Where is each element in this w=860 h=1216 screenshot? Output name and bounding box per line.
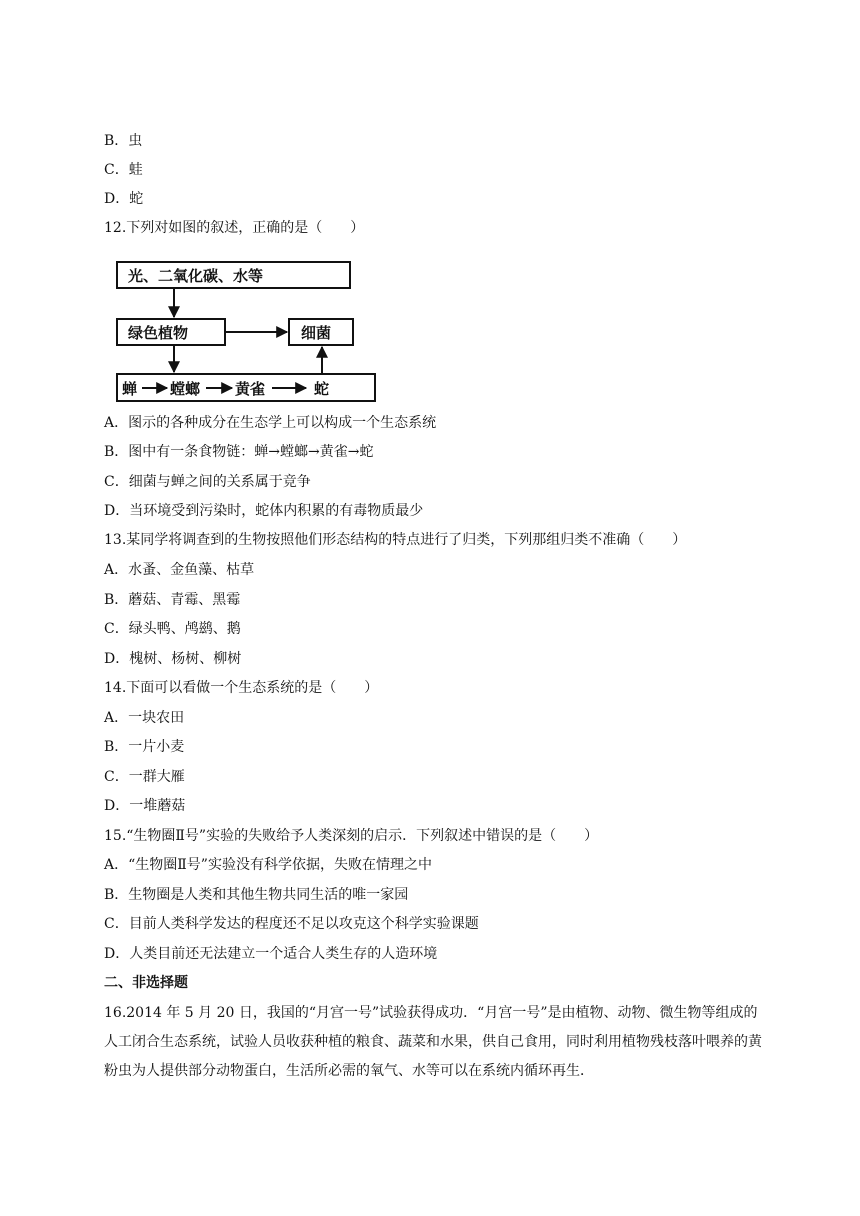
section-heading: 二、非选择题 <box>104 975 188 991</box>
question-15: 15.“生物圈Ⅱ号”实验的失败给予人类深刻的启示．下列叙述中错误的是（ ） <box>104 828 599 844</box>
question-12: 12.下列对如图的叙述，正确的是（ ） <box>104 220 365 236</box>
option-c-q15: C．目前人类科学发达的程度还不足以攻克这个科学实验课题 <box>104 916 479 932</box>
question-13: 13.某同学将调查到的生物按照他们形态结构的特点进行了归类，下列那组归类不准确（ ） <box>104 532 687 548</box>
option-a-q14: A．一块农田 <box>104 710 185 726</box>
ecosystem-diagram <box>112 258 382 406</box>
bacteria-label: 细菌 <box>301 324 332 342</box>
option-d-q15: D．人类目前还无法建立一个适合人类生存的人造环境 <box>104 946 438 962</box>
option-c-q12: C．细菌与蝉之间的关系属于竞争 <box>104 474 311 490</box>
option-b-q12: B．图中有一条食物链：蝉→螳螂→黄雀→蛇 <box>104 444 374 460</box>
option-a-q12: A．图示的各种成分在生态学上可以构成一个生态系统 <box>104 415 437 431</box>
option-c-q14: C．一群大雁 <box>104 769 185 785</box>
chain-oriole: 黄雀 <box>235 380 266 398</box>
option-a-q13: A．水蚤、金鱼藻、枯草 <box>104 562 255 578</box>
chain-mantis: 螳螂 <box>170 380 201 398</box>
option-d-q11: D．蛇 <box>104 191 144 207</box>
option-d-q13: D．槐树、杨树、柳树 <box>104 651 242 667</box>
option-d-q14: D．一堆蘑菇 <box>104 798 186 814</box>
option-d-q12: D．当环境受到污染时，蛇体内积累的有毒物质最少 <box>104 503 424 519</box>
option-b-q13: B．蘑菇、青霉、黑霉 <box>104 592 241 608</box>
question-16: 16.2014 年 5 月 20 日，我国的“月宫一号”试验获得成功．“月宫一号”是由植物、动物、微生物等组成的人工闭合生态系统，试验人员收获种植的粮食、蔬菜和水果，供自己食用，同时利用植物残枝落叶喂养的黄粉虫为人提供部分动物蛋白，生活所必需的氧气、水等可以在系统内循环再生． <box>104 1005 762 1079</box>
option-a-q15: A．“生物圈Ⅱ号”实验没有科学依据，失败在情理之中 <box>104 857 432 873</box>
question-14: 14.下面可以看做一个生态系统的是（ ） <box>104 680 379 696</box>
plant-label: 绿色植物 <box>128 324 189 342</box>
chain-snake: 蛇 <box>314 380 330 398</box>
option-b-q11: B．虫 <box>104 133 143 149</box>
option-b-q14: B．一片小麦 <box>104 739 185 755</box>
option-c-q11: C．蛙 <box>104 162 143 178</box>
option-b-q15: B．生物圈是人类和其他生物共同生活的唯一家园 <box>104 887 409 903</box>
chain-cicada: 蝉 <box>122 380 138 398</box>
option-c-q13: C．绿头鸭、鸬鹚、鹅 <box>104 621 241 637</box>
top-box-label: 光、二氧化碳、水等 <box>128 267 264 285</box>
